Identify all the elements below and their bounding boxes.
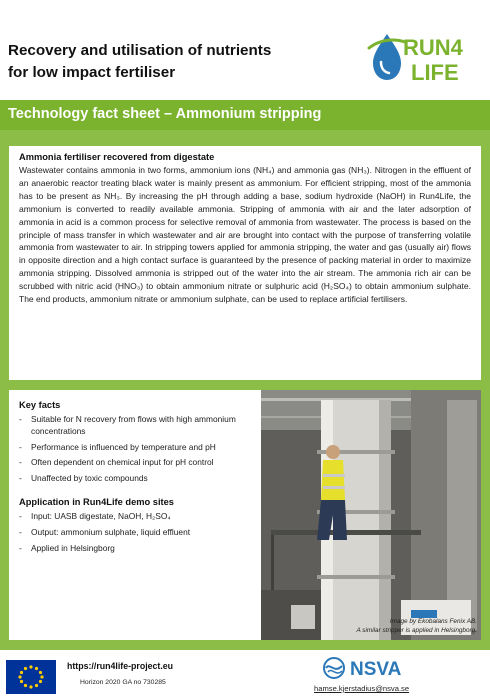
list-item: - Often dependent on chemical input for pH control — [19, 457, 251, 469]
main-heading: Ammonia fertiliser recovered from digestate — [19, 152, 215, 162]
list-item: - Suitable for N recovery from flows with high ammonium concentrations — [19, 414, 251, 438]
list-item: - Input: UASB digestate, NaOH, H₂SO₄ — [19, 511, 251, 523]
run4life-logo — [365, 30, 483, 86]
list-item: - Output: ammonium sulphate, liquid effluent — [19, 527, 251, 539]
project-website-link[interactable]: https://run4life-project.eu — [67, 661, 174, 671]
main-body-text: Wastewater contains ammonia in two forms, ammonium ions (NH₄) and ammonia gas (NH₃). Nitrogen in the effluent of an anaerobic reactor treating black water is mainly present as ammonium. For efficient stripping, most of the ammonia has to be present as NH₃. By increasing the pH through adding a base, sodium hydroxide (NaOH) in Run4Life, the ammonium is converted to readily available ammonia. Stripping of ammonia with air and the later adsorption of ammonia in acid is a common process for selective removal of ammonia from wastewater. The process is based on the principle of mass transfer in which wastewater and air are brought into contact with the purpose of transferring volatile ammonia from wastewater to air. In stripping towers applied for ammonia stripping, the water and gas (usually air) flows in opposite direction and a high contact surface is guaranteed by the presence of packing material in order to maximize ammonia stripping. Dissolved ammonia is stripped out of the water into the air stream. The ammonia rich air can be scrubbed with nitric acid (HNO₃) to obtain ammonium nitrate or sulphuric acid (H₂SO₄) to obtain ammonium sulphate. The end products, ammonium nitrate or ammonium sulphate, can be used to replace artificial fertilisers. — [19, 165, 471, 305]
nsva-logo-text: NSVA — [350, 659, 402, 680]
contact-email-link[interactable]: hamse.kjerstadius@nsva.se — [314, 684, 410, 693]
section-banner — [0, 100, 490, 130]
application-heading: Application in Run4Life demo sites — [19, 496, 174, 507]
stripper-photo — [261, 390, 481, 640]
title-line-2: for low impact fertiliser — [8, 64, 176, 81]
grant-number: Horizon 2020 GA no 730285 — [80, 679, 166, 686]
photo-illustration — [261, 390, 481, 640]
list-item: - Applied in Helsingborg — [19, 543, 251, 555]
application-list — [19, 511, 251, 554]
nsva-logo — [322, 656, 434, 680]
list-item: - Performance is influenced by temperature and pH — [19, 442, 251, 454]
eu-flag-icon — [6, 660, 56, 694]
banner-title: Technology fact sheet – Ammonium stripping — [8, 106, 322, 122]
key-facts-heading: Key facts — [19, 400, 61, 410]
list-item: - Unaffected by toxic compounds — [19, 473, 251, 485]
caption-line-2: A similar stripper is applied in Helsingborg. — [356, 627, 477, 634]
logo-text-bottom: LIFE — [411, 60, 459, 85]
main-text-panel — [9, 146, 481, 380]
caption-line-1: Image by Ekobalans Fenix AB. — [389, 618, 477, 625]
title-line-1: Recovery and utilisation of nutrients — [8, 42, 272, 59]
key-facts-panel — [9, 390, 261, 640]
key-facts-list — [19, 414, 251, 485]
page-title — [8, 40, 271, 84]
photo-caption — [356, 617, 477, 635]
logo-text-top: RUN4 — [403, 35, 463, 60]
